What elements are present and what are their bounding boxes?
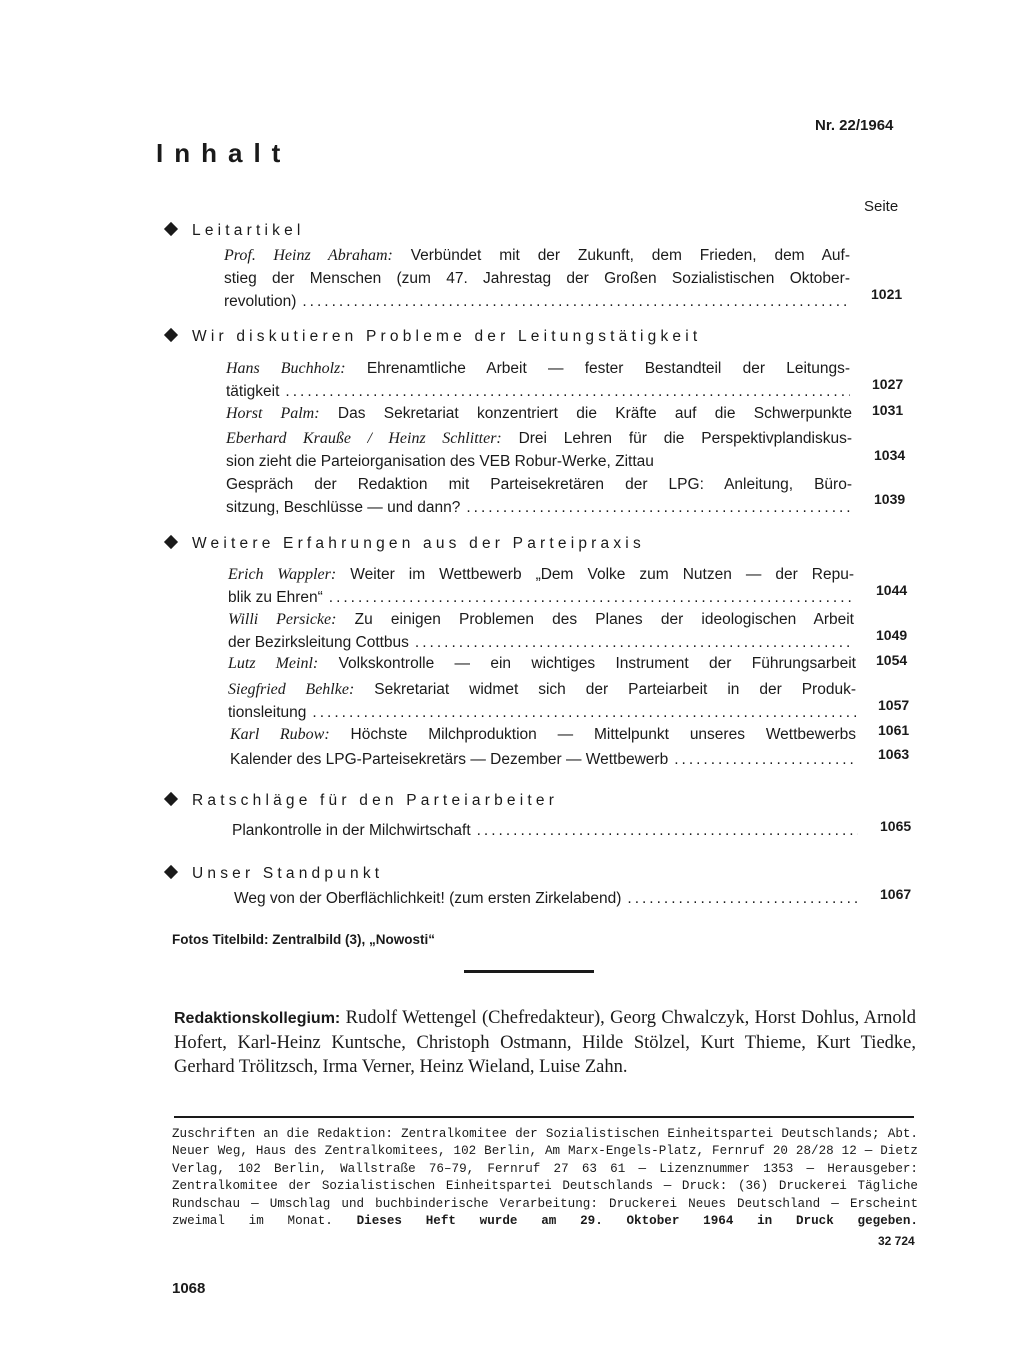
entry-page-number: 1049 (876, 627, 908, 643)
entry-author: Siegfried Behlke: (228, 681, 355, 698)
toc-entry (226, 473, 852, 519)
entry-page-number: 1065 (880, 818, 912, 834)
entry-author: Karl Rubow: (230, 726, 330, 743)
divider-short (464, 970, 594, 973)
toc-entry (228, 678, 856, 724)
toc-entry (226, 357, 850, 403)
entry-title-line: Zu einigen Problemen des Planes der ideologischen Arbeit (354, 611, 854, 628)
entry-page-number: 1061 (878, 722, 910, 738)
toc-entry (230, 748, 856, 771)
entry-author: Lutz Meinl: (228, 655, 319, 672)
imprint-print-date: Dieses Heft wurde am 29. Oktober 1964 in Druck gegeben. (356, 1214, 918, 1229)
editorial-members: Rudolf Wettengel (Chefredakteur), Georg Chwalczyk, Horst Dohlus, Arnold Hofert, Karl-Heinz Kuntsche, Christoph Ostmann, Hilde Stölzel, Kurt Thieme, Kurt Tiedke, Gerhard Trölitzsch, Irma Verner, Heinz Wieland, Luise Zahn. (174, 1008, 916, 1077)
entry-title-line: Drei Lehren für die Perspektivplandiskus- (518, 430, 852, 447)
entry-title-line: blik zu Ehren“ (228, 589, 323, 606)
entry-title-line: tätigkeit (226, 383, 280, 400)
divider-long (174, 1116, 914, 1118)
entry-page-number: 1054 (876, 652, 908, 668)
toc-entry (234, 887, 860, 910)
entry-page-number: 1044 (876, 582, 908, 598)
toc-entry (228, 652, 856, 675)
entry-page-number: 1067 (880, 886, 912, 902)
entry-author: Horst Palm: (226, 405, 320, 422)
entry-title-line: Gespräch der Redaktion mit Parteisekretären der LPG: Anleitung, Büro- (226, 476, 852, 493)
toc-entry (226, 427, 852, 473)
leader-dots (312, 701, 856, 724)
leader-dots (329, 586, 854, 609)
entry-title-line: Plankontrolle in der Milchwirtschaft (232, 822, 471, 839)
entry-title-line: Volkskontrolle — ein wichtiges Instrument der Führungsarbeit (338, 655, 856, 672)
imprint (172, 1126, 918, 1230)
imprint-text: Zuschriften an die Redaktion: Zentralkomitee der Sozialistischen Einheitspartei Deutschlands; Abt. Neuer Weg, Haus des Zentralkomitees, 102 Berlin, Am Marx-Engels-Platz, Fernruf 20 28/28 12 — Dietz Verlag, 102 Berlin, Wallstraße 76–79, Fernruf 27 63 61 — Lizenznummer 1353 — Herausgeber: Zentralkomitee der Sozialistischen Einheitspartei Deutschlands — Druck: (36) Druckerei Tägliche Rundschau — Umschlag und buchbinderische Verarbeitung: Druckerei Neues Deutschland — Erscheint zweimal im Monat. (172, 1127, 918, 1229)
diamond-bullet-icon (164, 328, 178, 342)
toc-entry (228, 608, 854, 654)
photo-credit: Fotos Titelbild: Zentralbild (3), „Nowosti“ (172, 932, 435, 947)
print-code: 32 724 (878, 1234, 915, 1248)
entry-title-line: tionsleitung (228, 704, 307, 721)
leader-dots (415, 631, 854, 654)
toc-entry (232, 819, 858, 842)
toc-entry (224, 244, 850, 313)
entry-page-number: 1027 (872, 376, 904, 392)
diamond-bullet-icon (164, 222, 178, 236)
toc-entry (226, 402, 852, 425)
entry-title-line: revolution) (224, 293, 297, 310)
entry-page-number: 1063 (878, 746, 910, 762)
leader-dots (302, 290, 850, 313)
entry-title-line: stieg der Menschen (zum 47. Jahrestag der Großen Sozialistischen Oktober- (224, 270, 850, 287)
entry-page-number: 1031 (872, 402, 904, 418)
toc-entry (228, 563, 854, 609)
entry-author: Hans Buchholz: (226, 360, 346, 377)
entry-page-number: 1021 (871, 286, 903, 302)
entry-page-number: 1034 (874, 447, 906, 463)
leader-dots (477, 819, 858, 842)
section-heading-leitungstaetigkeit: Wir diskutieren Probleme der Leitungstätigkeit (166, 328, 701, 346)
leader-dots (285, 380, 850, 403)
editorial-board (174, 1006, 916, 1079)
diamond-bullet-icon (164, 535, 178, 549)
entry-title-line: Sekretariat widmet sich der Parteiarbeit in der Produk- (374, 681, 856, 698)
entry-title-line: sitzung, Beschlüsse — und dann? (226, 499, 461, 516)
entry-title-line: Ehrenamtliche Arbeit — fester Bestandteil der Leitungs- (366, 360, 850, 377)
leader-dots (466, 496, 852, 519)
entry-title-line: Verbündet mit der Zukunft, dem Frieden, dem Auf- (410, 247, 851, 264)
entry-title-line: sion zieht die Parteiorganisation des VEB Robur-Werke, Zittau (226, 453, 654, 470)
issue-number: Nr. 22/1964 (815, 117, 894, 134)
editorial-label: Redaktionskollegium: (174, 1010, 341, 1027)
diamond-bullet-icon (164, 865, 178, 879)
entry-title-line: Höchste Milchproduktion — Mittelpunkt unseres Wettbewerbs (350, 726, 856, 743)
section-heading-leitartikel: Leitartikel (166, 222, 305, 240)
page-title: Inhalt (156, 138, 292, 168)
entry-title-line: der Bezirksleitung Cottbus (228, 634, 409, 651)
page-number: 1068 (172, 1280, 206, 1297)
entry-author: Prof. Heinz Abraham: (224, 247, 393, 264)
entry-page-number: 1057 (878, 697, 910, 713)
entry-title-line: Weg von der Oberflächlichkeit! (zum ersten Zirkelabend) (234, 890, 622, 907)
entry-title-line: Weiter im Wettbewerb „Dem Volke zum Nutzen — der Repu- (350, 566, 854, 583)
section-heading-parteipraxis: Weitere Erfahrungen aus der Parteipraxis (166, 535, 645, 553)
entry-title-line: Kalender des LPG-Parteisekretärs — Dezember — Wettbewerb (230, 751, 669, 768)
entry-author: Eberhard Krauße / Heinz Schlitter: (226, 430, 502, 447)
leader-dots (674, 748, 856, 771)
entry-author: Erich Wappler: (228, 566, 337, 583)
page-column-label: Seite (864, 198, 899, 215)
toc-entry (230, 723, 856, 746)
section-heading-standpunkt: Unser Standpunkt (166, 865, 383, 883)
leader-dots (627, 887, 860, 910)
entry-title-line: Das Sekretariat konzentriert die Kräfte auf die Schwerpunkte (337, 405, 852, 422)
section-heading-ratschlaege: Ratschläge für den Parteiarbeiter (166, 792, 558, 810)
diamond-bullet-icon (164, 792, 178, 806)
entry-page-number: 1039 (874, 491, 906, 507)
entry-author: Willi Persicke: (228, 611, 337, 628)
